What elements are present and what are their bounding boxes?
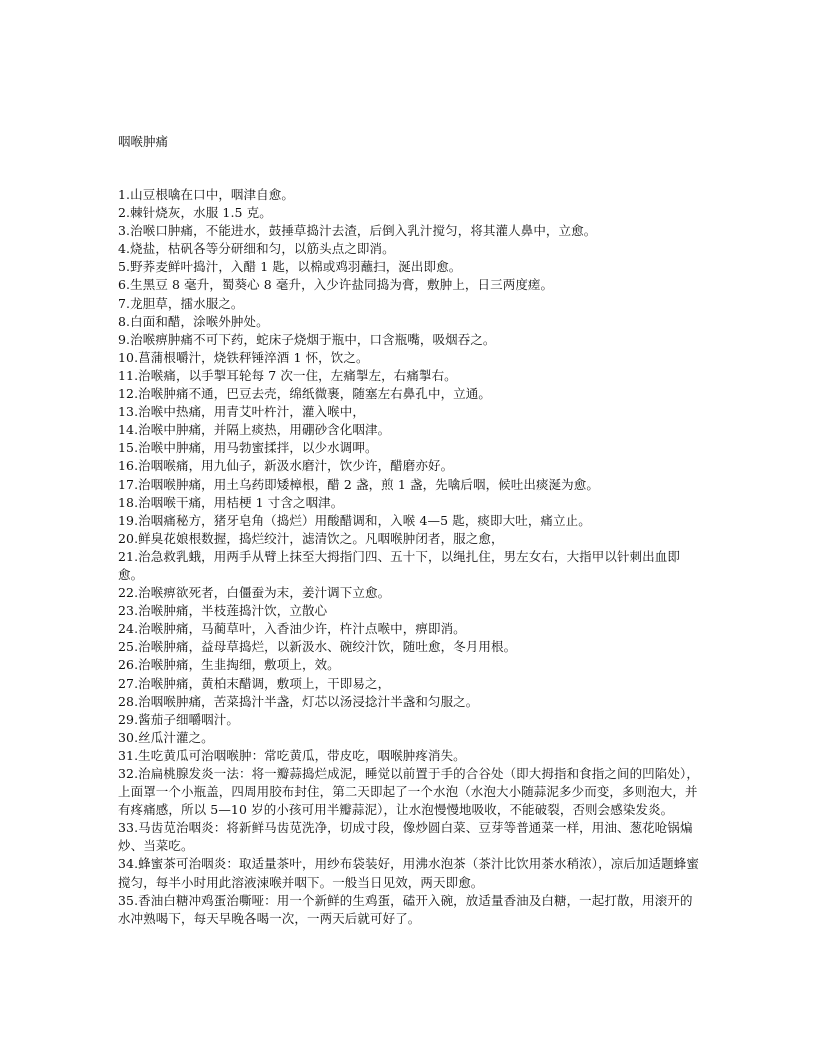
- remedy-item-19: 19.治咽痛秘方，猪牙皂角（捣烂）用酸醋调和，入喉 4—5 匙，痰即大吐，痛立止。: [118, 512, 591, 528]
- remedy-item-3: 3.治喉口肿痛，不能进水，鼓捶草捣汁去渣，后倒入乳汁搅匀，将其灌人鼻中，立愈。: [118, 223, 597, 239]
- remedy-item-31: 31.生吃黄瓜可治咽喉肿：常吃黄瓜，带皮吃，咽喉肿疼消失。: [118, 747, 466, 763]
- remedy-item-12: 12.治喉肿痛不通，巴豆去壳，绵纸微裹，随塞左右鼻孔中，立通。: [118, 386, 491, 402]
- remedy-item-29: 29.酱茄子细嚼咽汁。: [118, 711, 239, 727]
- remedy-item-24: 24.治喉肿痛，马蔺草叶，入香油少许，杵汁点喉中，痹即消。: [118, 621, 466, 637]
- remedy-item-2: 2.棘针烧灰，水服 1.5 克。: [118, 205, 272, 221]
- remedy-item-35: 35.香油白糖冲鸡蛋治嘶哑：用一个新鲜的生鸡蛋，磕开入碗，放适量香油及白糖，一起打散，用滚开的水冲熟喝下，每天早晚各喝一次，一两天后就可好了。: [118, 892, 693, 926]
- remedy-item-21: 21.治急救乳蛾，用两手从臂上抹至大拇指门四、五十下，以绳扎住，男左女右，大指甲以针刺出血即愈。: [118, 548, 680, 582]
- remedy-item-27: 27.治喉肿痛，黄柏末醋调，敷项上，干即易之，: [118, 675, 391, 691]
- remedy-item-9: 9.治喉痹肿痛不可下药，蛇床子烧烟于瓶中，口含瓶嘴，吸烟吞之。: [118, 331, 496, 347]
- remedy-item-32: 32.治扁桃腺发炎一法：将一瓣蒜捣烂成泥，睡觉以前置于手的合谷处（即大拇指和食指之间的凹陷处），上面罩一个小瓶盖，四周用胶布封住，第二天即起了一个水泡（水泡大小随蒜泥多少而变，多则泡大，并有疼痛感，所以 5—10 岁的小孩可用半瓣蒜泥），让水泡慢慢地吸收，不能破裂，否则会感染发炎。: [118, 766, 699, 818]
- remedy-item-23: 23.治喉肿痛，半枝莲捣汁饮，立散心: [118, 603, 328, 619]
- remedy-item-11: 11.治喉痛，以手掣耳轮每 7 次一住，左痛掣左，右痛掣右。: [118, 367, 457, 383]
- remedy-item-4: 4.烧盐，枯矾各等分研细和匀，以筋头点之即消。: [118, 241, 395, 257]
- remedy-item-13: 13.治喉中热痛，用青艾叶杵汁，灌入喉中，: [118, 404, 365, 420]
- remedy-item-7: 7.龙胆草，擂水服之。: [118, 295, 244, 311]
- remedy-item-10: 10.菖蒲根嚼汁，烧铁秤锤淬酒 1 怀，饮之。: [118, 349, 369, 365]
- remedy-item-17: 17.治咽喉肿痛，用土乌药即矮樟根，醋 2 盏，煎 1 盏，先噙后咽，候吐出痰涎为愈。: [118, 476, 599, 492]
- remedy-item-28: 28.治咽喉肿痛，苦菜捣汁半盏，灯芯以汤浸捻汁半盏和匀服之。: [118, 693, 479, 709]
- remedy-item-8: 8.白面和醋，涂喉外肿处。: [118, 313, 269, 329]
- remedy-item-33: 33.马齿苋治咽炎：将新鲜马齿苋洗净，切成寸段，像炒圆白菜、豆芽等普通菜一样，用油、葱花呛锅煸炒、当菜吃。: [118, 820, 693, 854]
- remedy-list: [118, 186, 704, 928]
- remedy-item-5: 5.野荞麦鲜叶捣汁，入醋 1 匙，以棉或鸡羽蘸扫，涎出即愈。: [118, 259, 462, 275]
- document-title: 咽喉肿痛: [118, 134, 169, 149]
- remedy-item-18: 18.治咽喉干痛，用桔梗 1 寸含之咽津。: [118, 494, 344, 510]
- remedy-item-30: 30.丝瓜汁灌之。: [118, 729, 214, 745]
- remedy-item-26: 26.治喉肿痛，生韭掏细，敷项上，效。: [118, 657, 340, 673]
- remedy-item-16: 16.治咽喉痛，用九仙子，新汲水磨汁，饮少许，醋磨亦好。: [118, 458, 454, 474]
- remedy-item-34: 34.蜂蜜茶可治咽炎：取适量茶叶，用纱布袋装好，用沸水泡茶（茶汁比饮用茶水稍浓），凉后加适题蜂蜜搅匀，每半小时用此溶液涑喉并咽下。一般当日见效，两天即愈。: [118, 856, 699, 890]
- remedy-item-14: 14.治喉中肿痛，并隔上痰热，用硼砂含化咽津。: [118, 422, 391, 438]
- remedy-item-15: 15.治喉中肿痛，用马勃蜜揉拌，以少水调呷。: [118, 440, 378, 456]
- remedy-item-6: 6.生黑豆 8 毫升，蜀葵心 8 毫升，入少许盐同捣为膏，敷肿上，日三两度瘥。: [118, 277, 554, 293]
- remedy-item-22: 22.治喉痹欲死者，白僵蚕为末，姜汁调下立愈。: [118, 585, 391, 601]
- remedy-item-25: 25.治喉肿痛，益母草捣烂，以新汲水、碗绞汁饮，随吐愈，冬月用根。: [118, 639, 517, 655]
- remedy-item-1: 1.山豆根噙在口中，咽津自愈。: [118, 187, 294, 202]
- remedy-item-20: 20.鲜臭花娘根数握，捣烂绞汁，滤清饮之。凡咽喉肿闭者，服之愈，: [118, 530, 504, 546]
